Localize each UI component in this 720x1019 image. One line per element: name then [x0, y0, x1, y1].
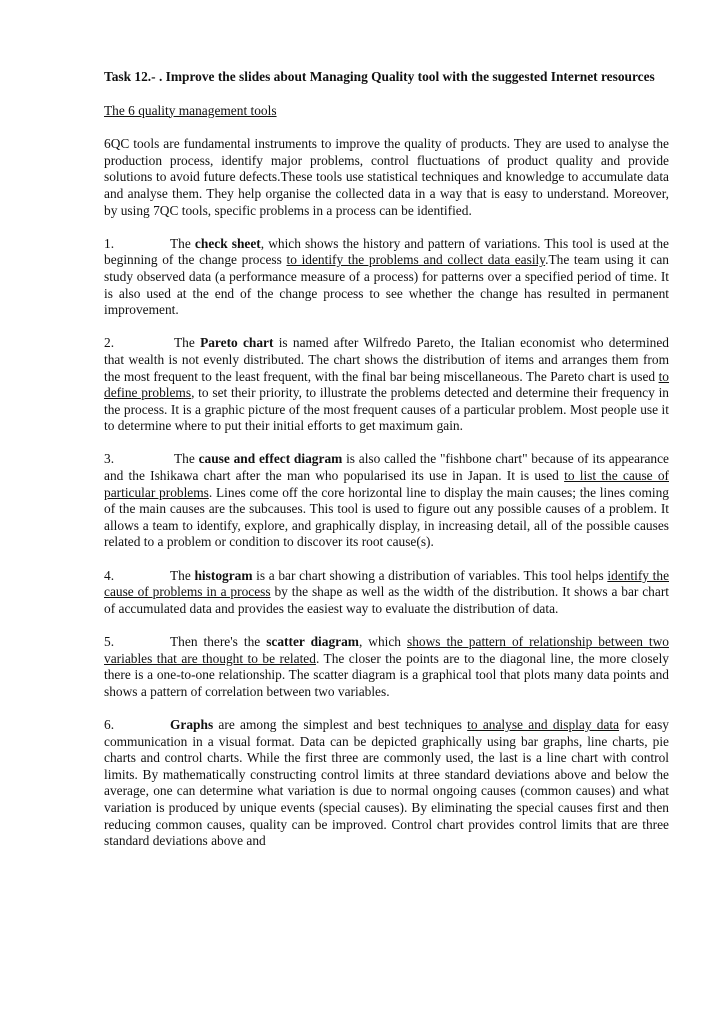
- item-text: is a bar chart showing a distribution of variables. This tool helps: [252, 567, 608, 583]
- item-term: scatter diagram: [266, 634, 359, 649]
- item-text-end: by the shape as well as the width of the distribution. It shows a bar chart of accumulated data and provides the easiest way to evaluate the distribution of data.: [104, 584, 670, 616]
- item-purpose: to list the cause of particular problems: [104, 468, 669, 500]
- item-text: are among the simplest and best techniques: [213, 716, 468, 732]
- tool-item-cause-effect-diagram: [104, 451, 669, 551]
- item-number: 6.: [104, 716, 115, 732]
- item-purpose: identify the cause of problems in a process: [104, 567, 670, 600]
- item-term: Graphs: [170, 716, 214, 732]
- task-title: Task 12.- . Improve the slides about Managing Quality tool with the suggested Internet resources: [104, 69, 655, 84]
- item-number: 4.: [104, 567, 115, 583]
- item-term: cause and effect diagram: [198, 451, 343, 467]
- item-pre: The: [170, 567, 195, 583]
- item-text-end: .The team using it can study observed data (a performance measure of a process) for patterns over a specified period of time. It is also used at the end of the change process to see whether the change has resulted in permanent improvement.: [104, 252, 669, 318]
- document-page: [104, 69, 669, 866]
- tool-item-scatter-diagram: [104, 634, 669, 700]
- item-number: 2.: [104, 335, 115, 351]
- item-number: 5.: [104, 634, 115, 649]
- item-term: check sheet: [194, 235, 261, 251]
- item-text-end: . Lines come off the core horizontal line to display the main causes; the lines coming of the main causes are the subcauses. This tool is used to figure out any possible causes of a problem. It allows a team to identify, explore, and graphically display, in increasing detail, all of the possible causes related to a problem or condition to discover its root cause(s).: [104, 484, 670, 550]
- item-term: histogram: [194, 567, 253, 583]
- item-number: 3.: [104, 451, 115, 467]
- item-term: Pareto chart: [200, 335, 274, 351]
- item-text: , which: [358, 634, 407, 649]
- item-purpose: to identify the problems and collect data easily: [286, 252, 546, 268]
- item-text-end: for easy communication in a visual format. Data can be depicted graphically using bar graphs, line charts, pie charts and control charts. While the first three are commonly used, the last is a line chart with control limits. By mathematically constructing control limits at three standard deviations above and below the average, one can determine what variation is due to normal ongoing causes (common causes) and what variation is produced by unique events (special causes). By eliminating the special causes first and then reducing common causes, quality can be improved. Control chart provides control limits that are three standard deviations above and: [104, 716, 669, 849]
- item-pre: The: [174, 335, 201, 351]
- tool-item-pareto-chart: [104, 335, 669, 435]
- tool-item-check-sheet: [104, 236, 669, 319]
- item-pre: The: [170, 235, 195, 251]
- item-pre: Then there's the: [170, 634, 267, 649]
- tool-item-graphs: [104, 717, 669, 850]
- item-text-end: . The closer the points are to the diagonal line, the more closely there is a one-to-one relationship. The scatter diagram is a graphical tool that plots many data points and shows a pattern of correlation between two variables.: [104, 650, 669, 699]
- item-text: is also called the "fishbone chart" because of its appearance and the Ishikawa chart after the man who popularised its use in Japan. It is used: [104, 451, 670, 484]
- intro-paragraph: 6QC tools are fundamental instruments to improve the quality of products. They are used to analyse the production process, identify major problems, control fluctuations of product quality and provide solutions to avoid future defects.These tools use statistical techniques and knowledge to accumulate data and analyse them. They help organise the collected data in a way that is easy to understand. Moreover, by using 7QC tools, specific problems in a process can be identified.: [104, 136, 669, 218]
- item-number: 1.: [104, 235, 115, 251]
- item-purpose: to define problems: [104, 368, 669, 401]
- item-text-end: , to set their priority, to illustrate the problems detected and determine their frequency in the process. It is a graphic picture of the most frequent causes of a particular problem. Most people use it to determine where to put their initial efforts to get maximum gain.: [104, 385, 669, 434]
- item-text: , which shows the history and pattern of variations. This tool is used at the beginning of the change process: [104, 235, 669, 268]
- item-text: is named after Wilfredo Pareto, the Italian economist who determined that wealth is not evenly distributed. The chart shows the distribution of items and arranges them from the most frequent to the least frequent, with the final bar being miscellaneous. The Pareto chart is used: [104, 335, 669, 384]
- item-purpose: to analyse and display data: [467, 716, 620, 732]
- tool-item-histogram: [104, 568, 669, 618]
- item-purpose: shows the pattern of relationship between two variables that are thought to be related: [104, 634, 669, 666]
- item-pre: The: [174, 451, 199, 467]
- section-heading: The 6 quality management tools: [104, 102, 277, 118]
